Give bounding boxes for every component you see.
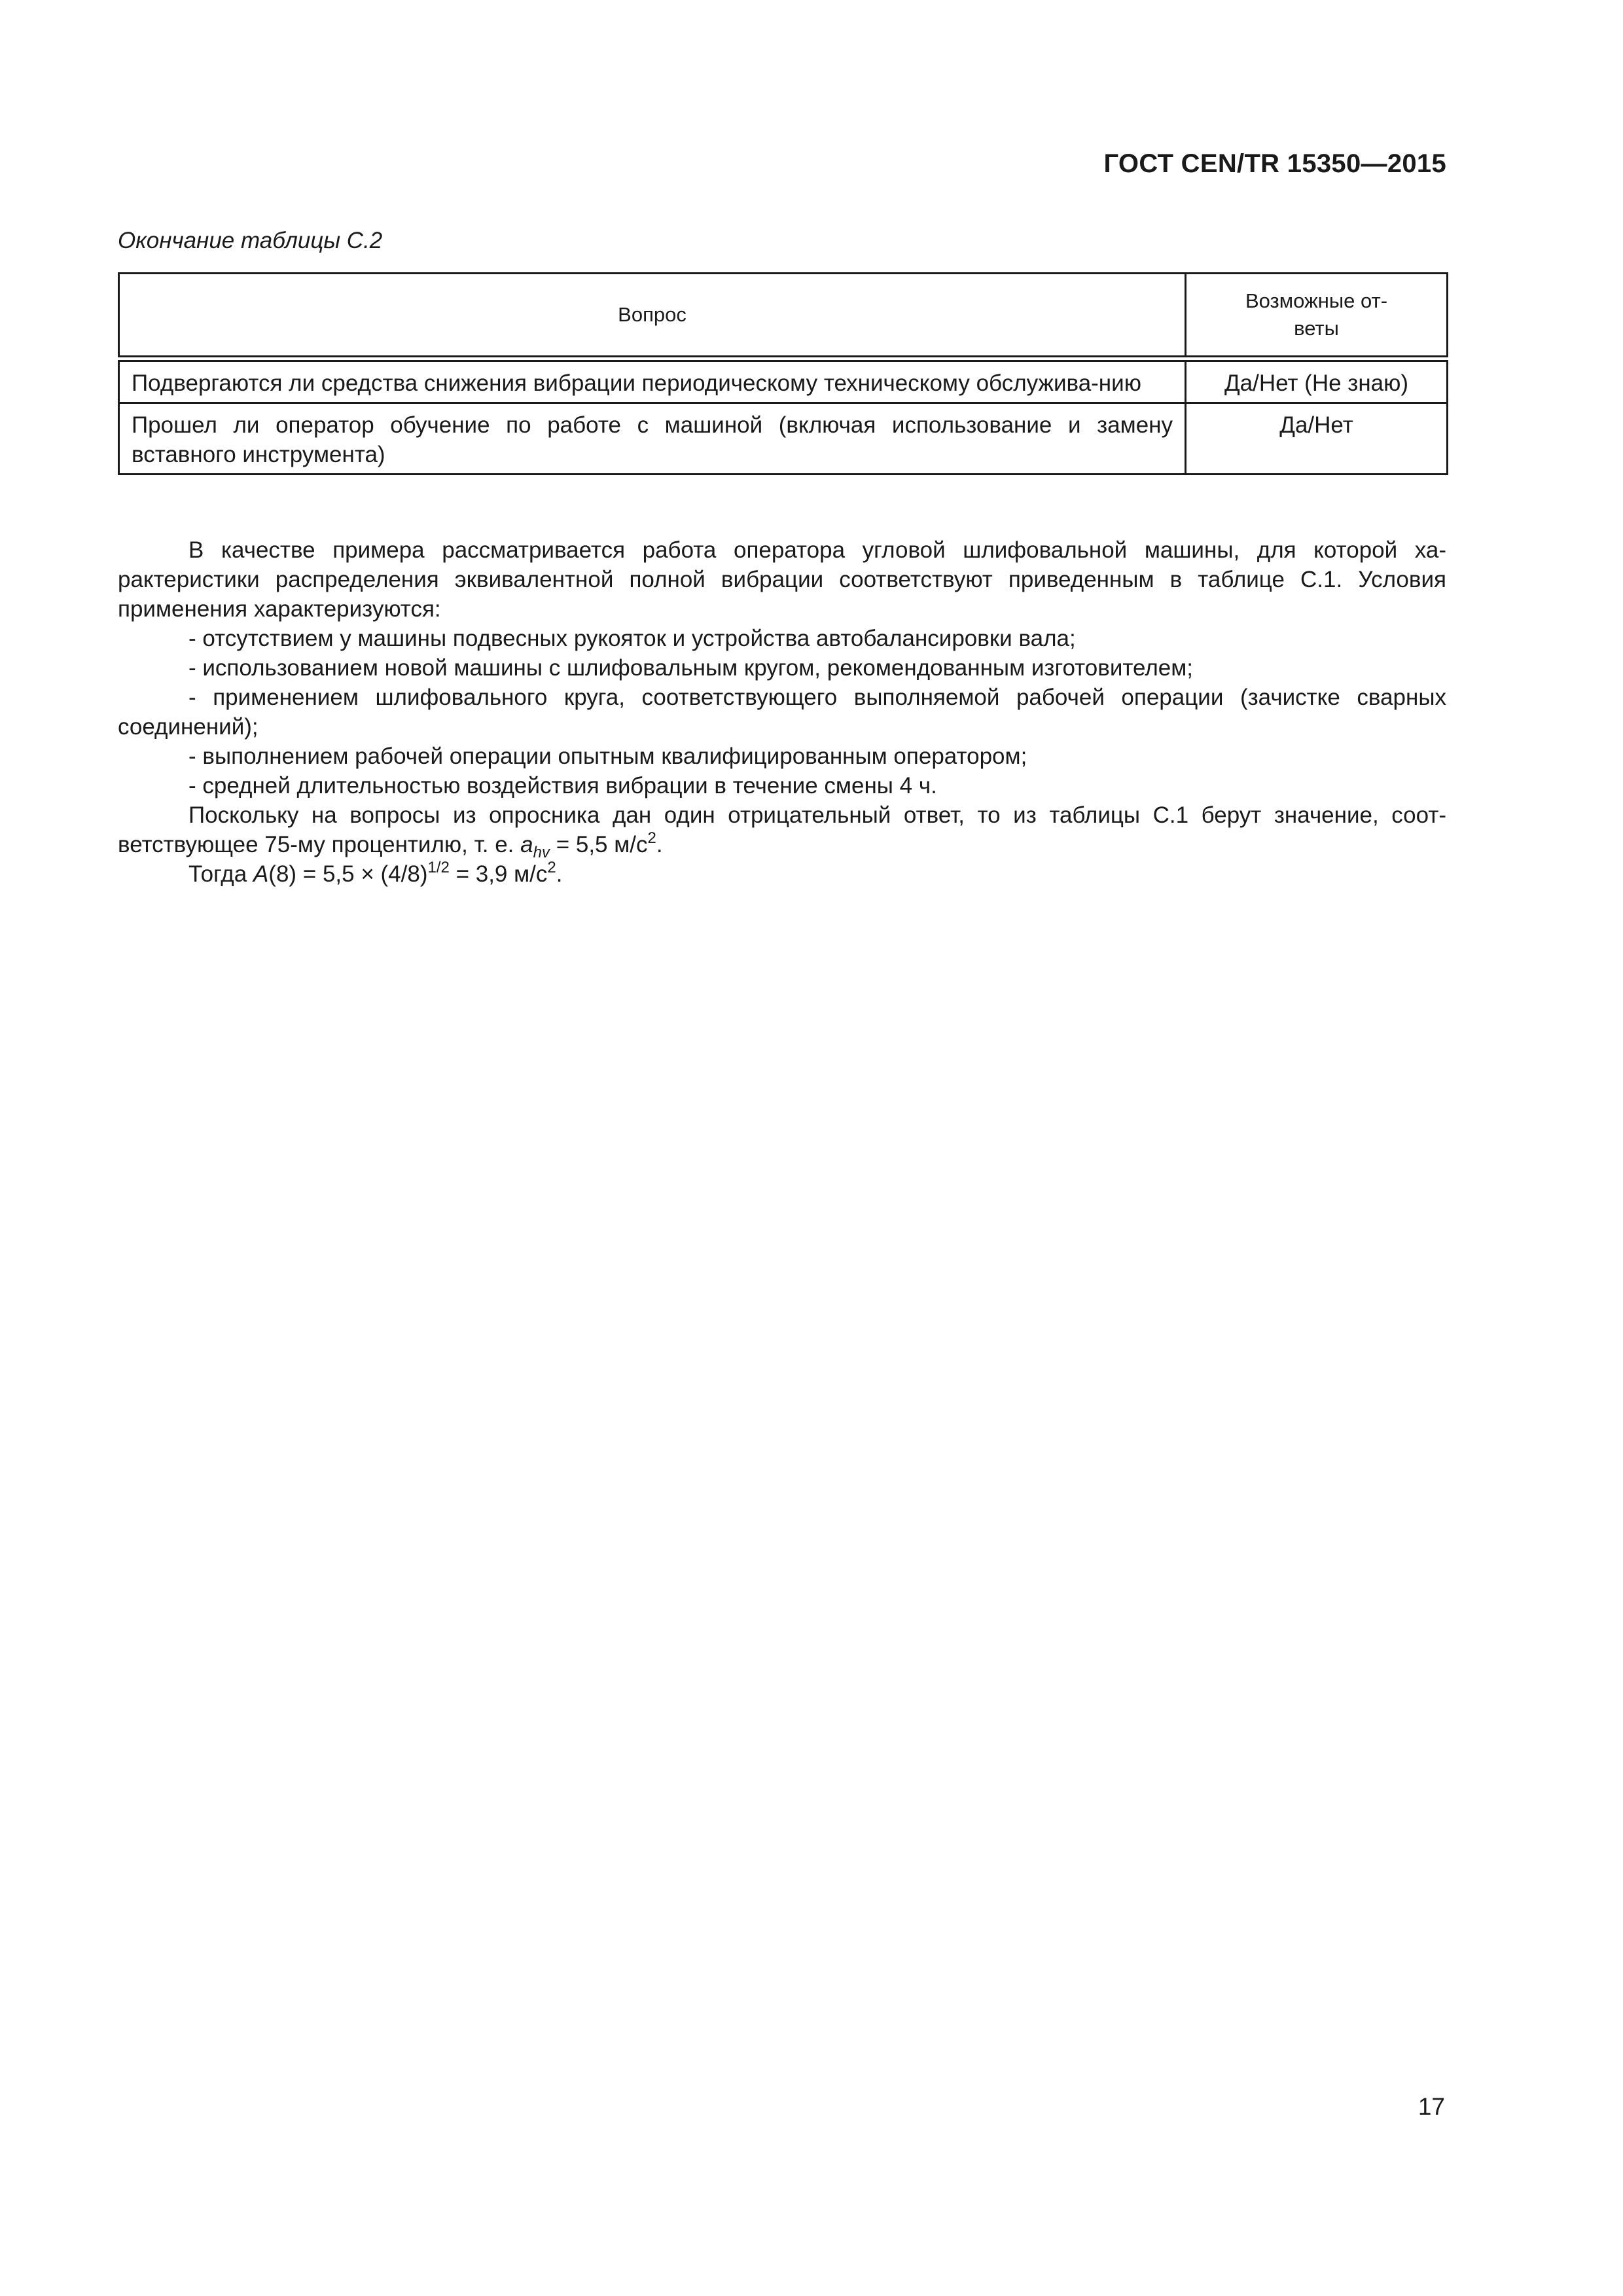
list-item: - использованием новой машины с шлифовальным кругом, рекомендованным изготовителем; — [188, 655, 1194, 681]
column-header-question: Вопрос — [119, 274, 1186, 359]
column-header-answers: Возможные от- веты — [1186, 274, 1448, 359]
conclusion-paragraph: Поскольку на вопросы из опросника дан один отрицательный ответ, то из таблицы С.1 берут значение, соот-ветствующее 75-му процентилю, т. е. $a_{hv} = 5,5$ $м/с^2$. — [118, 802, 1446, 861]
answer-cell: Да/Нет (Не знаю) — [1186, 359, 1448, 403]
questionnaire-table — [118, 272, 1448, 475]
body-text — [118, 535, 1446, 889]
list-item: - применением шлифовального круга, соответствующего выполняемой рабочей операции (зачистке сварных соединений); — [118, 685, 1446, 740]
list-item: - средней длительностью воздействия вибрации в течение смены 4 ч. — [188, 773, 937, 798]
question-cell: Прошел ли оператор обучение по работе с машиной (включая использование и замену вставного инструмента) — [119, 403, 1186, 475]
intro-paragraph: В качестве примера рассматривается работа оператора угловой шлифовальной машины, для которой ха-рактеристики распределения эквивалентной полной вибрации соответствуют приведенным в таблице С.1. Условия применения характеризуются: — [118, 537, 1446, 622]
table-caption: Окончание таблицы С.2 — [118, 228, 383, 253]
page-number: 17 — [1418, 2093, 1445, 2120]
formula-paragraph: Тогда $A(8) = 5,5 \times (4/8)^{1/2} = 3,9$ $м/с^2$. — [188, 859, 563, 887]
document-code: ГОСТ CEN/TR 15350—2015 — [1103, 149, 1446, 178]
table-row — [119, 403, 1448, 475]
table-header-row — [119, 274, 1448, 359]
table-row — [119, 359, 1448, 403]
answer-cell: Да/Нет — [1186, 403, 1448, 475]
list-item: - отсутствием у машины подвесных рукояток и устройства автобалансировки вала; — [188, 626, 1076, 651]
list-item: - выполнением рабочей операции опытным квалифицированным оператором; — [188, 744, 1027, 769]
question-cell: Подвергаются ли средства снижения вибрации периодическому техническому обслужива-нию — [119, 359, 1186, 403]
